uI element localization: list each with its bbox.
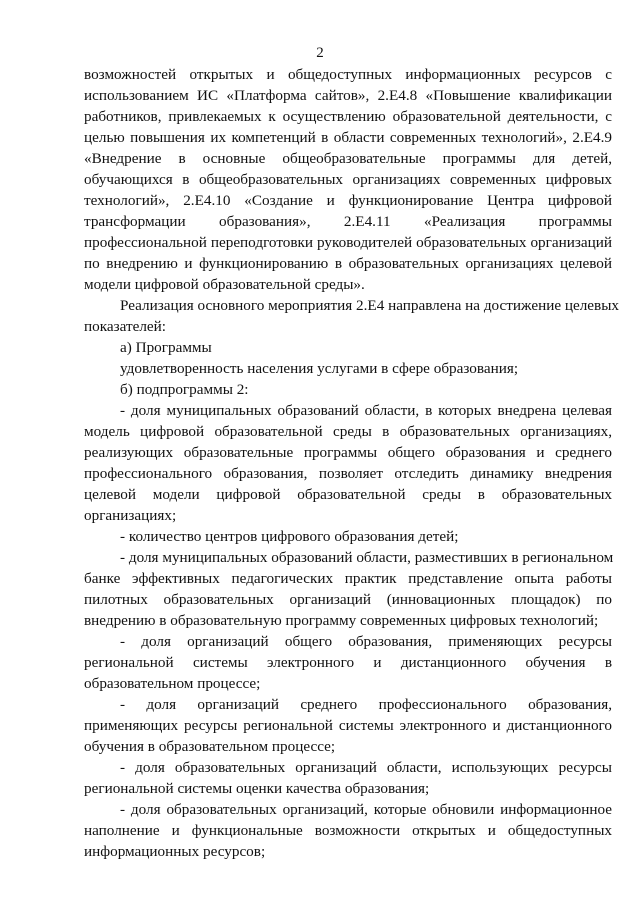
- text-line: технологий», 2.Е4.10 «Создание и функционирование Центра цифровой: [84, 192, 612, 209]
- text-line: реализующих образовательные программы общего образования и среднего: [84, 444, 612, 461]
- text-line: обучающихся в общеобразовательных организациях современных цифровых: [84, 171, 612, 188]
- list-heading: а) Программы: [120, 339, 212, 356]
- paragraph-first-line: Реализация основного мероприятия 2.Е4 направлена на достижение целевых: [120, 297, 620, 314]
- text-line: по внедрению и функционированию в образовательных организациях целевой: [84, 255, 612, 272]
- text-line: образовательном процессе;: [84, 675, 261, 692]
- text-line: целевой модели цифровой образовательной среды в образовательных: [84, 486, 612, 503]
- text-line: профессионального образования, позволяет отследить динамику внедрения: [84, 465, 612, 482]
- list-item: - доля образовательных организаций, которые обновили информационное: [120, 801, 612, 818]
- text-line: информационных ресурсов;: [84, 843, 266, 860]
- text-line: профессиональной переподготовки руководителей образовательных организаций: [84, 234, 612, 251]
- text-line: использованием ИС «Платформа сайтов», 2.Е4.8 «Повышение квалификации: [84, 87, 612, 104]
- text-line: наполнение и функциональные возможности открытых и общедоступных: [84, 822, 612, 839]
- text-line: банке эффективных педагогических практик представление опыта работы: [84, 570, 612, 587]
- list-heading: б) подпрограммы 2:: [120, 381, 249, 398]
- text-line: возможностей открытых и общедоступных информационных ресурсов с: [84, 66, 612, 83]
- text-line: организациях;: [84, 507, 177, 524]
- list-item: - доля муниципальных образований области, в которых внедрена целевая: [120, 402, 612, 419]
- text-line: трансформации образования», 2.Е4.11 «Реализация программы: [84, 213, 612, 230]
- text-line: внедрению в образовательную программу современных цифровых технологий;: [84, 612, 599, 629]
- text-line: показателей:: [84, 318, 167, 335]
- text-line: применяющих ресурсы региональной системы электронного и дистанционного: [84, 717, 612, 734]
- document-body: [84, 64, 620, 862]
- list-item: - количество центров цифрового образования детей;: [120, 528, 459, 545]
- text-line: региональной системы оценки качества образования;: [84, 780, 430, 797]
- list-item: удовлетворенность населения услугами в сфере образования;: [120, 360, 519, 377]
- list-item: - доля образовательных организаций области, использующих ресурсы: [120, 759, 612, 776]
- text-line: модели цифровой образовательной среды».: [84, 276, 365, 293]
- text-line: модель цифровой образовательной среды в образовательных организациях,: [84, 423, 612, 440]
- list-item: - доля организаций среднего профессионального образования,: [120, 696, 612, 713]
- page-number: 2: [316, 45, 324, 61]
- text-line: работников, привлекаемых к осуществлению образовательной деятельности, с: [84, 108, 612, 125]
- text-line: обучения в образовательном процессе;: [84, 738, 336, 755]
- text-line: целью повышения их компетенций в области современных технологий», 2.Е4.9: [84, 129, 612, 146]
- text-line: «Внедрение в основные общеобразовательные программы для детей,: [84, 150, 612, 167]
- text-line: пилотных образовательных организаций (инновационных площадок) по: [84, 591, 612, 608]
- text-line: региональной системы электронного и дистанционного обучения в: [84, 654, 612, 671]
- list-item: - доля муниципальных образований области, разместивших в региональном: [120, 549, 614, 566]
- list-item: - доля организаций общего образования, применяющих ресурсы: [120, 633, 612, 650]
